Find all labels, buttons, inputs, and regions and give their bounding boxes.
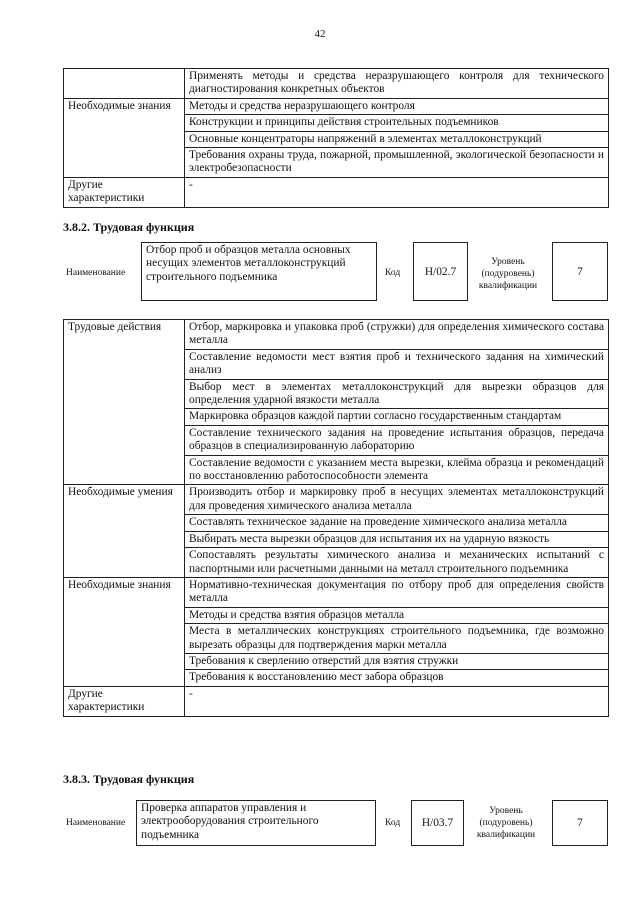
level-box-2	[552, 800, 608, 846]
code-box-2	[411, 800, 464, 846]
row-item-text: Основные концентраторы напряжений в элементах металлоконструкций	[185, 131, 609, 147]
row-item-text: Конструкции и принципы действия строительных подъемников	[185, 115, 609, 131]
level-box	[552, 242, 608, 301]
row-item-text: Сопоставлять результаты химического анализа и механических испытаний с паспортными или расчетными данными на металл строительного подъемника	[185, 548, 609, 578]
table-row	[64, 686, 609, 716]
table-row	[64, 577, 609, 607]
code-label-2: Код	[385, 818, 401, 828]
code-value: H/02.7	[424, 265, 457, 278]
row-item-text: Методы и средства взятия образцов металла	[185, 607, 609, 623]
table-row	[64, 69, 609, 99]
level-label: Уровень (подуровень) квалификации	[478, 257, 538, 291]
row-category-label: Необходимые знания	[64, 577, 185, 686]
row-item-text: Требования к сверлению отверстий для взятия стружки	[185, 653, 609, 669]
code-label: Код	[385, 268, 401, 278]
table-row	[64, 320, 609, 350]
table-row	[64, 485, 609, 515]
row-item-text: Применять методы и средства неразрушающего контроля для технического диагностирования конкретных объектов	[185, 69, 609, 99]
row-item-text: Составление технического задания на проведение испытания образцов, передача образцов в специализированную лабораторию	[185, 425, 609, 455]
row-item-text: Требования к восстановлению мест забора образцов	[185, 670, 609, 686]
table-row	[64, 98, 609, 114]
name-label: Наименование	[66, 268, 126, 278]
function-name-box-2: Проверка аппаратов управления и электрооборудования строительного подъемника	[136, 800, 376, 846]
function-name-box: Отбор проб и образцов металла основных несущих элементов металлоконструкций строительного подъемника	[141, 242, 377, 301]
code-value-2: H/03.7	[421, 817, 454, 829]
row-category-label: Необходимые умения	[64, 485, 185, 577]
page-number: 42	[314, 28, 326, 40]
top-requirements-table	[63, 68, 609, 208]
section-title-3-8-2: 3.8.2. Трудовая функция	[63, 220, 195, 234]
row-item-text: Выбирать места вырезки образцов для испытания их на ударную вязкость	[185, 531, 609, 547]
row-category-label: Другие характеристики	[64, 177, 185, 207]
level-value-2: 7	[577, 817, 583, 829]
row-item-text: Выбор мест в элементах металлоконструкций для вырезки образцов для определения ударной вязкости металла	[185, 379, 609, 409]
section-title-3-8-3: 3.8.3. Трудовая функция	[63, 772, 195, 786]
row-item-text: Составление ведомости мест взятия проб и технического задания на химический анализ	[185, 349, 609, 379]
code-box	[413, 242, 468, 301]
row-item-text: Места в металлических конструкциях строительного подъемника, где возможно вырезать образцы для подтверждения марки металла	[185, 624, 609, 654]
name-label-2: Наименование	[66, 818, 126, 828]
row-item-text: Нормативно-техническая документация по отбору проб для определения свойств металла	[185, 577, 609, 607]
row-category-label: Необходимые знания	[64, 98, 185, 177]
row-item-text: Требования охраны труда, пожарной, промышленной, экологической безопасности и электробезопасности	[185, 148, 609, 178]
row-item-text: -	[185, 177, 609, 207]
level-value: 7	[577, 265, 583, 278]
row-item-text: Методы и средства неразрушающего контроля	[185, 98, 609, 114]
row-category-label: Другие характеристики	[64, 686, 185, 716]
row-category-label: Трудовые действия	[64, 320, 185, 485]
row-item-text: Маркировка образцов каждой партии согласно государственным стандартам	[185, 409, 609, 425]
row-item-text: Составление ведомости с указанием места вырезки, клейма образца и рекомендаций по восстановлению работоспособности элемента	[185, 455, 609, 485]
row-item-text: Составлять техническое задание на проведение химического анализа металла	[185, 515, 609, 531]
row-item-text: Производить отбор и маркировку проб в несущих элементах металлоконструкций для проведения химического анализа металла	[185, 485, 609, 515]
row-item-text: Отбор, маркировка и упаковка проб (стружки) для определения химического состава металла	[185, 320, 609, 350]
level-label-2: Уровень (подуровень) квалификации	[476, 806, 536, 840]
table-row	[64, 177, 609, 207]
row-item-text: -	[185, 686, 609, 716]
labor-function-table	[63, 319, 609, 717]
row-category-label	[64, 69, 185, 99]
